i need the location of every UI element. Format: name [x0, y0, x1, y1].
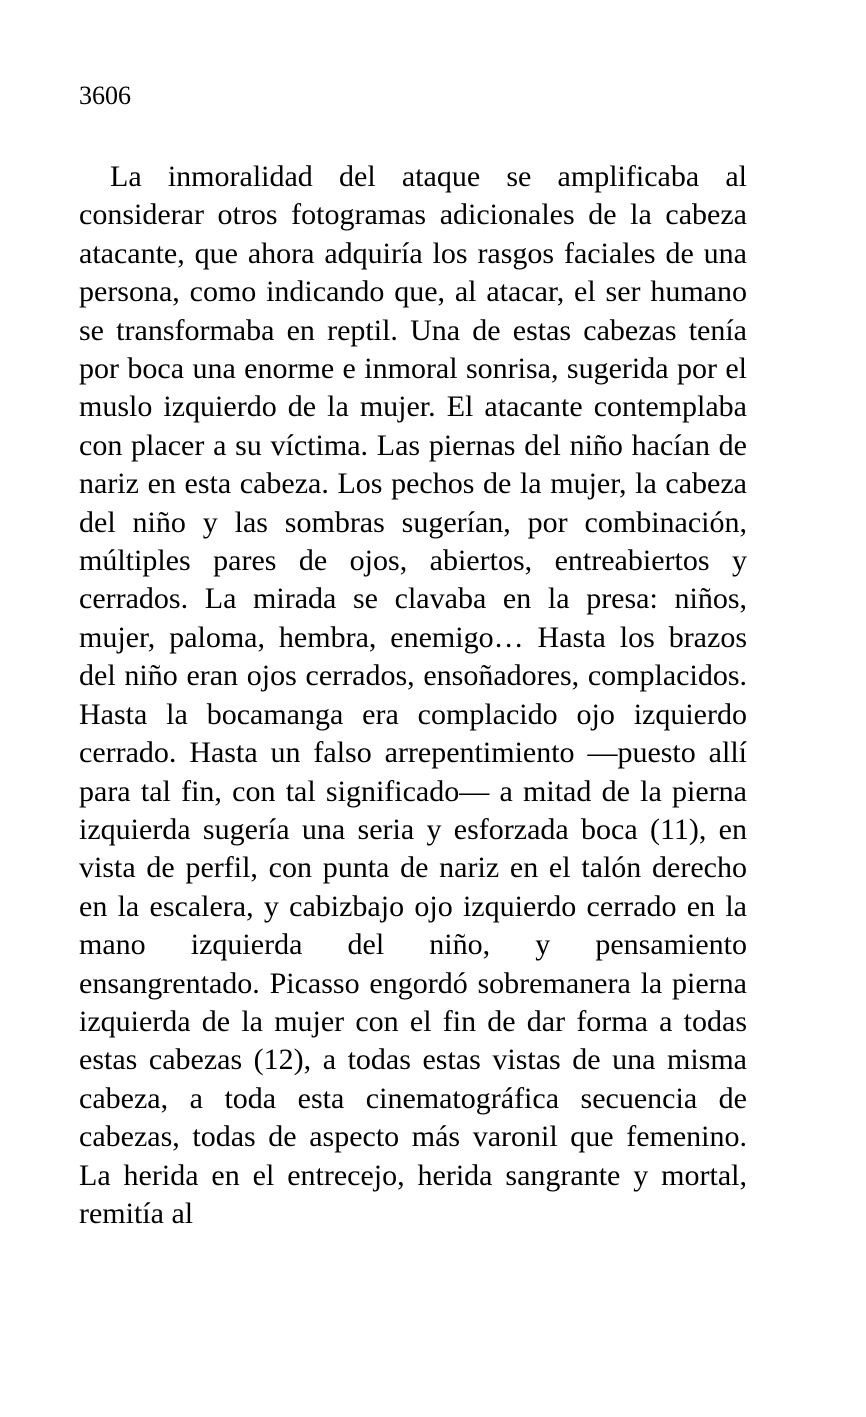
body-paragraph: La inmoralidad del ataque se amplificaba al considerar otros fotogramas adicionales de la cabeza atacante, que ahora adquiría los rasgos faciales de una persona, como indicando que, al atacar, el ser humano se transformaba en reptil. Una de estas cabezas tenía por boca una enorme e inmoral sonrisa, sugerida por el muslo izquierdo de la mujer. El atacante contemplaba con placer a su víctima. Las piernas del niño hacían de nariz en esta cabeza. Los pechos de la mujer, la cabeza del niño y las sombras sugerían, por combinación, múltiples pares de ojos, abiertos, entreabiertos y cerrados. La mirada se clavaba en la presa: niños, mujer, paloma, hembra, enemigo… Hasta los brazos del niño eran ojos cerrados, ensoñadores, complacidos. Hasta la bocamanga era complacido ojo izquierdo cerrado. Hasta un falso arrepentimiento —puesto allí para tal fin, con tal significado— a mitad de la pierna izquierda sugería una seria y esforzada boca (11), en vista de perfil, con punta de nariz en el talón derecho en la escalera, y cabizbajo ojo izquierdo cerrado en la mano izquierda del niño, y pensamiento ensangrentado. Picasso engordó sobremanera la pierna izquierda de la mujer con el fin de dar forma a todas estas cabezas (12), a todas estas vistas de una misma cabeza, a toda esta cinematográfica secuencia de cabezas, todas de aspecto más varonil que femenino. La herida en el entrecejo, herida sangrante y mortal, remitía al	[79, 160, 747, 1230]
page-number: 3606	[79, 81, 131, 110]
